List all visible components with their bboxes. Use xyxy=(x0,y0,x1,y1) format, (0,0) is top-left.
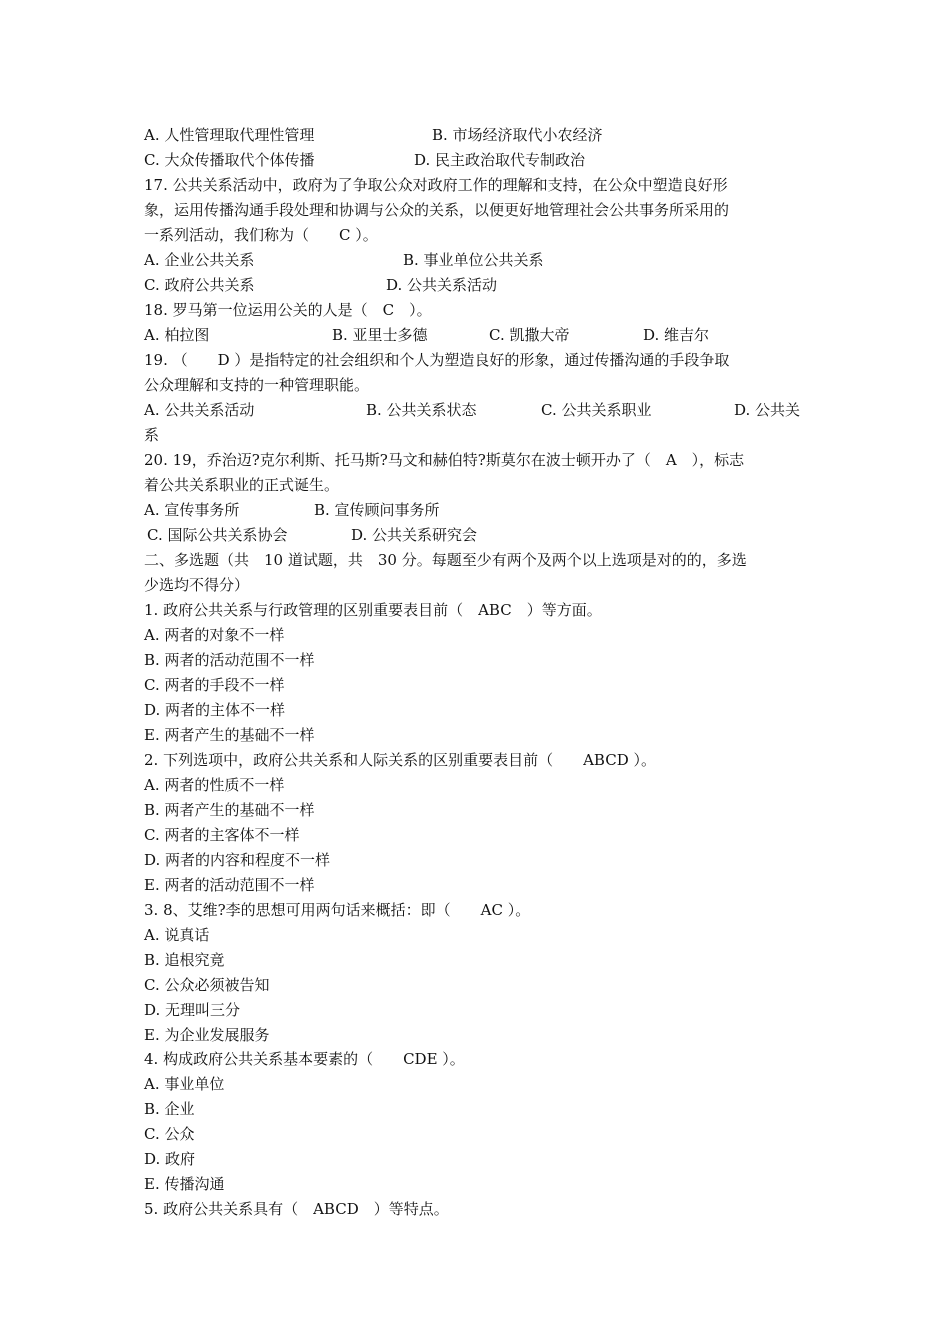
m1-stem: 1. 政府公共关系与行政管理的区别重要表目前（ ABC ）等方面。 xyxy=(144,601,602,619)
q20-option-c: C. 国际公共关系协会 xyxy=(147,526,288,544)
q20-stem-line-2: 着公共关系职业的正式诞生。 xyxy=(144,476,340,494)
m1-option-d: D. 两者的主体不一样 xyxy=(144,701,286,719)
q20-stem-line-1: 20. 19，乔治迈?克尔利斯、托马斯?马文和赫伯特?斯莫尔在波士顿开办了（ A ），标志 xyxy=(144,451,745,469)
q18-option-c: C. 凯撒大帝 xyxy=(489,326,570,344)
q16-option-c: C. 大众传播取代个体传播 xyxy=(144,151,315,169)
m1-option-a: A. 两者的对象不一样 xyxy=(144,626,285,644)
q19-option-d: D. 公共关 xyxy=(734,401,801,419)
q17-stem-line-3: 一系列活动，我们称为（ C ）。 xyxy=(144,226,378,244)
q17-option-d: D. 公共关系活动 xyxy=(386,276,498,294)
m2-option-a: A. 两者的性质不一样 xyxy=(144,776,285,794)
q20-option-b: B. 宣传顾问事务所 xyxy=(314,501,440,519)
m3-option-e: E. 为企业发展服务 xyxy=(144,1026,270,1044)
m2-option-b: B. 两者产生的基础不一样 xyxy=(144,801,315,819)
q16-option-a: A. 人性管理取代理性管理 xyxy=(144,126,315,144)
m3-option-d: D. 无理叫三分 xyxy=(144,1001,241,1019)
q18-option-a: A. 柏拉图 xyxy=(144,326,210,344)
section-2-heading-line-1: 二、多选题（共 10 道试题，共 30 分。每题至少有两个及两个以上选项是对的的，多选 xyxy=(144,551,747,569)
m4-option-b: B. 企业 xyxy=(144,1100,195,1118)
q20-option-d: D. 公共关系研究会 xyxy=(351,526,478,544)
m4-option-d: D. 政府 xyxy=(144,1150,196,1168)
m4-option-a: A. 事业单位 xyxy=(144,1075,225,1093)
m3-option-a: A. 说真话 xyxy=(144,926,210,944)
m2-option-e: E. 两者的活动范围不一样 xyxy=(144,876,315,894)
q17-stem-line-2: 象，运用传播沟通手段处理和协调与公众的关系，以便更好地管理社会公共事务所采用的 xyxy=(144,201,730,219)
m1-option-e: E. 两者产生的基础不一样 xyxy=(144,726,315,744)
q18-option-b: B. 亚里士多德 xyxy=(332,326,428,344)
m2-option-d: D. 两者的内容和程度不一样 xyxy=(144,851,331,869)
q18-option-d: D. 维吉尔 xyxy=(643,326,710,344)
q20-option-a: A. 宣传事务所 xyxy=(144,501,240,519)
m2-stem: 2. 下列选项中，政府公共关系和人际关系的区别重要表目前（ ABCD ）。 xyxy=(144,751,656,769)
m4-option-e: E. 传播沟通 xyxy=(144,1175,225,1193)
q19-option-d-continued: 系 xyxy=(144,426,160,444)
q16-option-b: B. 市场经济取代小农经济 xyxy=(432,126,603,144)
m2-option-c: C. 两者的主客体不一样 xyxy=(144,826,300,844)
q17-option-c: C. 政府公共关系 xyxy=(144,276,255,294)
m4-stem: 4. 构成政府公共关系基本要素的（ CDE ）。 xyxy=(144,1050,465,1068)
m3-stem: 3. 8、艾维?李的思想可用两句话来概括：即（ AC ）。 xyxy=(144,901,531,919)
q19-option-a: A. 公共关系活动 xyxy=(144,401,255,419)
m1-option-c: C. 两者的手段不一样 xyxy=(144,676,285,694)
q19-stem-line-2: 公众理解和支持的一种管理职能。 xyxy=(144,376,370,394)
m3-option-b: B. 追根究竟 xyxy=(144,951,225,969)
q16-option-d: D. 民主政治取代专制政治 xyxy=(414,151,586,169)
q17-option-a: A. 企业公共关系 xyxy=(144,251,255,269)
m3-option-c: C. 公众必须被告知 xyxy=(144,976,270,994)
q17-option-b: B. 事业单位公共关系 xyxy=(403,251,544,269)
section-2-heading-line-2: 少选均不得分） xyxy=(144,576,250,594)
m5-stem: 5. 政府公共关系具有（ ABCD ）等特点。 xyxy=(144,1200,449,1218)
q17-stem-line-1: 17. 公共关系活动中，政府为了争取公众对政府工作的理解和支持，在公众中塑造良好形 xyxy=(144,176,728,194)
q19-stem-line-1: 19. （ D ）是指特定的社会组织和个人为塑造良好的形象，通过传播沟通的手段争取 xyxy=(144,351,730,369)
m1-option-b: B. 两者的活动范围不一样 xyxy=(144,651,315,669)
q19-option-c: C. 公共关系职业 xyxy=(541,401,652,419)
q19-option-b: B. 公共关系状态 xyxy=(366,401,477,419)
m4-option-c: C. 公众 xyxy=(144,1125,195,1143)
q18-stem: 18. 罗马第一位运用公关的人是（ C ）。 xyxy=(144,301,432,319)
